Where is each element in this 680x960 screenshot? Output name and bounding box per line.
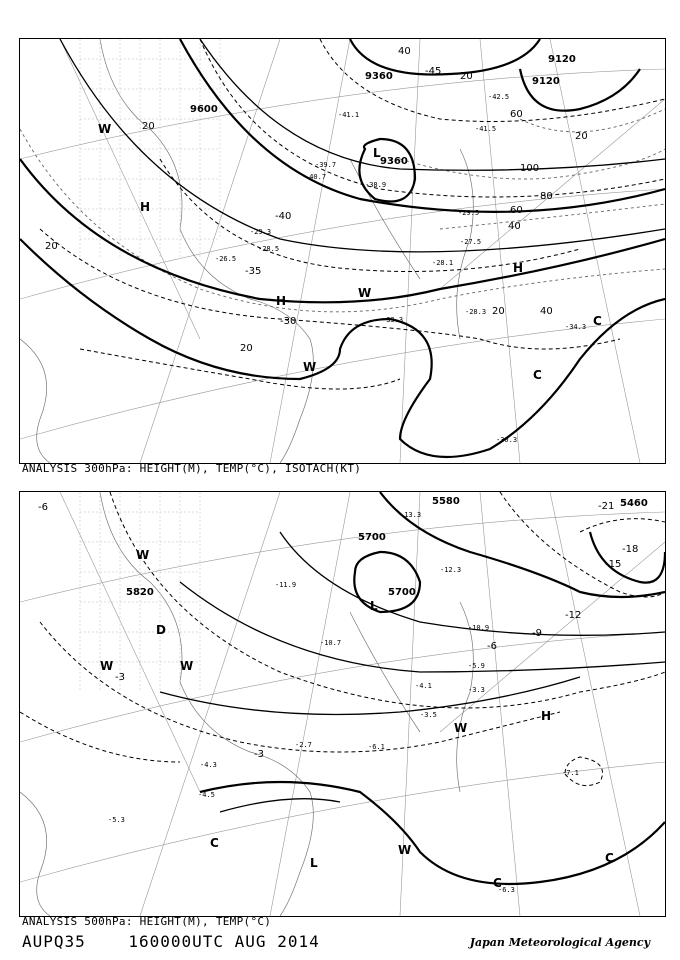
station-value: -39.7 [315,161,337,169]
lower-chart-caption: ANALYSIS 500hPa: HEIGHT(M), TEMP(°C) [22,915,272,928]
cold-marker: C [593,314,602,328]
upper-temp-label: -40 [275,211,292,222]
cold-marker: C [605,851,614,865]
d-marker: D [156,623,166,637]
cold-marker: C [533,368,542,382]
upper-isotach-label: 60 [510,205,523,216]
station-value: -40.7 [305,173,327,181]
lower-temp-label: -21 [598,501,615,512]
high-pressure-marker: H [513,261,524,275]
lower-station-plots [108,511,582,894]
station-value: -26.5 [215,255,237,263]
upper-isotach-label: 20 [460,71,473,82]
upper-isotach-label: 20 [240,343,253,354]
upper-isotach-label: 40 [508,221,521,232]
upper-lat-lon-grid [20,39,665,463]
upper-temp-label: -35 [245,266,262,277]
lower-temp-label: -15 [605,559,622,570]
lower-height-label: 5700 [358,532,386,543]
upper-coastlines [20,39,473,463]
low-pressure-marker: L [370,599,378,613]
station-value: -29.5 [458,209,480,217]
low-pressure-marker: L [310,856,318,870]
lower-temp-label: -6 [487,641,497,652]
upper-pressure-systems [98,122,602,382]
station-value: -3.5 [420,711,437,719]
station-value: -7.1 [562,769,579,777]
station-value: -28.5 [258,245,280,253]
station-value: -4.1 [415,682,432,690]
station-value: -2.7 [295,741,312,749]
station-value: -13.3 [400,511,422,519]
station-value: -28.3 [465,308,487,316]
lower-temp-label: -18 [622,544,639,555]
lower-height-label: 5700 [388,587,416,598]
lower-temp-label: -3 [115,672,125,683]
warm-marker: W [136,548,150,562]
station-value: -11.9 [275,581,297,589]
valid-time: 160000UTC AUG 2014 [128,932,320,951]
station-value: -34.3 [565,323,587,331]
station-value: -12.3 [440,566,462,574]
lower-temperature-isotherms [20,492,665,786]
cold-marker: C [493,876,502,890]
lower-height-label: 5580 [432,496,460,507]
high-pressure-marker: H [140,200,151,214]
low-pressure-marker: L [373,146,381,160]
upper-isotach-label: 100 [520,163,540,174]
upper-height-label: 9600 [190,104,218,115]
lower-height-labels [126,496,648,598]
station-value: -30.3 [496,436,518,444]
upper-temp-label: -30 [280,316,297,327]
warm-marker: W [358,286,372,300]
upper-temp-label: -45 [425,66,442,77]
upper-temperature-labels [245,66,441,327]
upper-height-contours [20,39,665,457]
lower-height-contours [160,492,665,884]
upper-temperature-isotherms [40,39,665,389]
lower-temp-label: -3 [254,749,264,760]
station-value: -5.3 [108,816,125,824]
lower-lat-lon-grid [20,492,665,916]
upper-isotachs [20,109,665,312]
station-value: -4.3 [200,761,217,769]
upper-isotach-label: 40 [540,306,553,317]
lower-height-label: 5460 [620,498,648,509]
upper-isotach-label: 40 [398,46,411,57]
station-value: -10.7 [320,639,342,647]
upper-height-label: 9120 [548,54,576,65]
upper-isotach-label: 20 [575,131,588,142]
upper-chart-300hpa [19,38,666,464]
lower-temp-label: -9 [532,628,542,639]
warm-marker: W [100,659,114,673]
warm-marker: W [398,843,412,857]
lower-height-label: 5820 [126,587,154,598]
warm-marker: W [303,360,317,374]
station-value: -33.3 [382,316,404,324]
station-value: -3.3 [468,686,485,694]
station-value: -41.1 [338,111,360,119]
upper-isotach-label: 60 [510,109,523,120]
station-value: -41.5 [475,125,497,133]
upper-height-label: 9360 [365,71,393,82]
upper-isotach-label: 20 [45,241,58,252]
cold-marker: C [210,836,219,850]
upper-isotach-label: 80 [540,191,553,202]
warm-marker: W [454,721,468,735]
station-value: -38.9 [365,181,387,189]
lower-temp-label: -6 [38,502,48,513]
lower-chart-canvas [20,492,665,916]
upper-height-label: 9120 [532,76,560,87]
upper-isotach-label: 20 [142,121,155,132]
chart-code: AUPQ35 [22,932,86,951]
high-pressure-marker: H [541,709,552,723]
upper-chart-caption: ANALYSIS 300hPa: HEIGHT(M), TEMP(°C), ISOTACH(KT) [22,462,362,475]
station-value: -42.5 [488,93,510,101]
station-value: -29.3 [250,228,272,236]
station-value: -27.5 [460,238,482,246]
chart-code-and-time [22,932,320,951]
warm-marker: W [98,122,112,136]
upper-isotach-label: 20 [492,306,505,317]
station-value: -5.9 [468,662,485,670]
station-value: -4.5 [198,791,215,799]
agency-credit: Japan Meteorological Agency [469,936,650,949]
upper-station-plots [215,93,586,444]
station-value: -10.9 [468,624,490,632]
warm-marker: W [180,659,194,673]
upper-chart-canvas [20,39,665,463]
station-value: -28.1 [432,259,454,267]
station-value: -6.1 [368,743,385,751]
upper-height-label: 9360 [380,156,408,167]
station-value: -6.3 [498,886,515,894]
lower-pressure-systems [100,548,614,890]
high-pressure-marker: H [276,294,287,308]
lower-chart-500hpa [19,491,666,917]
lower-temp-label: -12 [565,610,582,621]
